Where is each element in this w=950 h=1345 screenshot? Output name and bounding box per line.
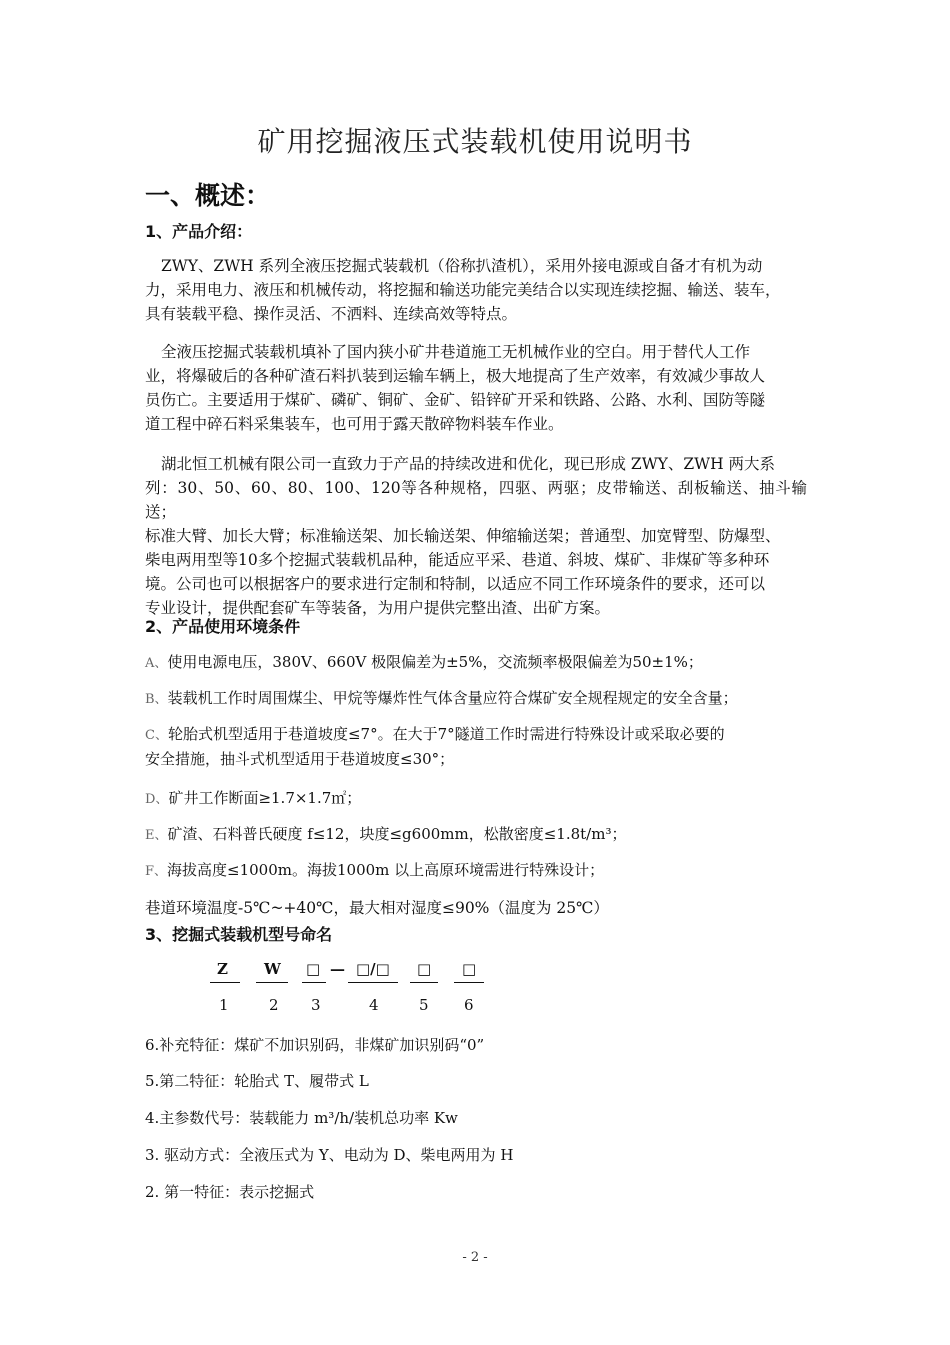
condition-text: 矿井工作断面≥1.7×1.7㎡；	[168, 789, 362, 807]
model-explanation-3: 3. 驱动方式：全液压式为 Y、电动为 D、柴电两用为 H	[145, 1146, 514, 1164]
model-code-box-5: □	[417, 960, 432, 978]
model-code-row	[0, 960, 950, 984]
model-code-underline	[348, 982, 398, 983]
model-code-dash: —	[330, 960, 345, 978]
condition-letter: F、	[145, 864, 168, 879]
section-heading-overview: 一、概述：	[145, 181, 271, 210]
model-code-box-6: □	[462, 960, 477, 978]
condition-letter: E、	[145, 828, 168, 843]
condition-item	[145, 686, 807, 712]
paragraph-line: 境。公司也可以根据客户的要求进行定制和特制，以适应不同工作环境条件的要求，还可以	[145, 575, 766, 593]
paragraph-line: 标准大臂、加长大臂；标准输送架、加长输送架、伸缩输送架；普通型、加宽臂型、防爆型、	[145, 527, 781, 545]
model-code-box-4: □/□	[356, 960, 390, 978]
model-code-underline	[302, 982, 326, 983]
paragraph-line: ZWY、ZWH 系列全液压挖掘式装载机（俗称扒渣机），采用外接电源或自备才有机为动	[161, 257, 763, 275]
paragraph-line: 员伤亡。主要适用于煤矿、磷矿、铜矿、金矿、铅锌矿开采和铁路、公路、水利、国防等隧	[145, 391, 766, 409]
model-code-box-3: □	[306, 960, 321, 978]
condition-item	[145, 747, 807, 773]
condition-item	[145, 650, 807, 676]
condition-item	[145, 722, 807, 748]
condition-text: 安全措施，抽斗式机型适用于巷道坡度≤30°；	[145, 750, 455, 768]
document-title: 矿用挖掘液压式装载机使用说明书	[257, 125, 693, 158]
condition-item	[145, 786, 807, 812]
paragraph-intro	[145, 254, 807, 326]
condition-text: 矿渣、石料普氏硬度 f≤12，块度≤g600mm，松散密度≤1.8t/m³；	[167, 825, 627, 843]
condition-item	[145, 822, 807, 848]
condition-letter: D、	[145, 792, 169, 807]
paragraph-line: 具有装载平稳、操作灵活、不洒料、连续高效等特点。	[145, 305, 518, 323]
model-number: 1	[219, 996, 229, 1014]
paragraph-company	[145, 452, 807, 620]
model-explanation-5: 5.第二特征：轮胎式 T、履带式 L	[145, 1072, 369, 1090]
paragraph-line: 列：30、50、60、80、100、120等各种规格，四驱、两驱；皮带输送、刮板输送、抽斗输送；	[145, 479, 807, 521]
paragraph-application	[145, 340, 807, 436]
tunnel-environment-line: 巷道环境温度-5℃~+40℃，最大相对湿度≤90%（温度为 25℃）	[145, 899, 609, 917]
paragraph-line: 业，将爆破后的各种矿渣石料扒装到运输车辆上，极大地提高了生产效率，有效减少事故人	[145, 367, 766, 385]
condition-letter: B、	[145, 692, 168, 707]
paragraph-line: 力，采用电力、液压和机械传动，将挖掘和输送功能完美结合以实现连续挖掘、输送、装车，	[145, 281, 781, 299]
subheading-model-naming: 3、挖掘式装载机型号命名	[145, 925, 333, 944]
paragraph-line: 湖北恒工机械有限公司一直致力于产品的持续改进和优化，现已形成 ZWY、ZWH 两大系	[161, 455, 776, 473]
model-code-underline	[256, 982, 288, 983]
model-number: 2	[269, 996, 279, 1014]
paragraph-line: 全液压挖掘式装载机填补了国内狭小矿井巷道施工无机械作业的空白。用于替代人工作	[161, 343, 751, 361]
model-explanation-6: 6.补充特征：煤矿不加识别码，非煤矿加识别码“0”	[145, 1036, 485, 1054]
paragraph-line: 道工程中碎石料采集装车，也可用于露天散碎物料装车作业。	[145, 415, 564, 433]
model-code-underline	[410, 982, 438, 983]
condition-text: 海拔高度≤1000m。海拔1000m 以上高原环境需进行特殊设计；	[167, 861, 605, 879]
condition-item	[145, 858, 807, 884]
model-number: 5	[419, 996, 429, 1014]
subheading-product-intro: 1、产品介绍：	[145, 222, 253, 241]
page-number: - 2 -	[462, 1250, 488, 1265]
model-code-z: Z	[217, 960, 228, 978]
condition-letter: C、	[145, 728, 168, 743]
model-code-underline	[210, 982, 240, 983]
model-number: 4	[369, 996, 379, 1014]
model-code-w: W	[264, 960, 281, 978]
model-code-underline	[454, 982, 484, 983]
model-number: 6	[464, 996, 474, 1014]
condition-text: 装载机工作时周围煤尘、甲烷等爆炸性气体含量应符合煤矿安全规程规定的安全含量；	[167, 689, 738, 707]
condition-letter: A、	[145, 656, 168, 671]
model-explanation-4: 4.主参数代号：装载能力 m³/h/装机总功率 Kw	[145, 1109, 458, 1127]
condition-text: 使用电源电压，380V、660V 极限偏差为±5%，交流频率极限偏差为50±1%；	[167, 653, 703, 671]
subheading-environment: 2、产品使用环境条件	[145, 617, 301, 636]
paragraph-line: 柴电两用型等10多个挖掘式装载机品种，能适应平采、巷道、斜坡、煤矿、非煤矿等多种环	[145, 551, 770, 569]
model-explanation-2: 2. 第一特征：表示挖掘式	[145, 1183, 315, 1201]
model-number: 3	[311, 996, 321, 1014]
condition-text: 轮胎式机型适用于巷道坡度≤7°。在大于7°隧道工作时需进行特殊设计或采取必要的	[167, 725, 725, 743]
paragraph-line: 专业设计，提供配套矿车等装备，为用户提供完整出渣、出矿方案。	[145, 599, 611, 617]
